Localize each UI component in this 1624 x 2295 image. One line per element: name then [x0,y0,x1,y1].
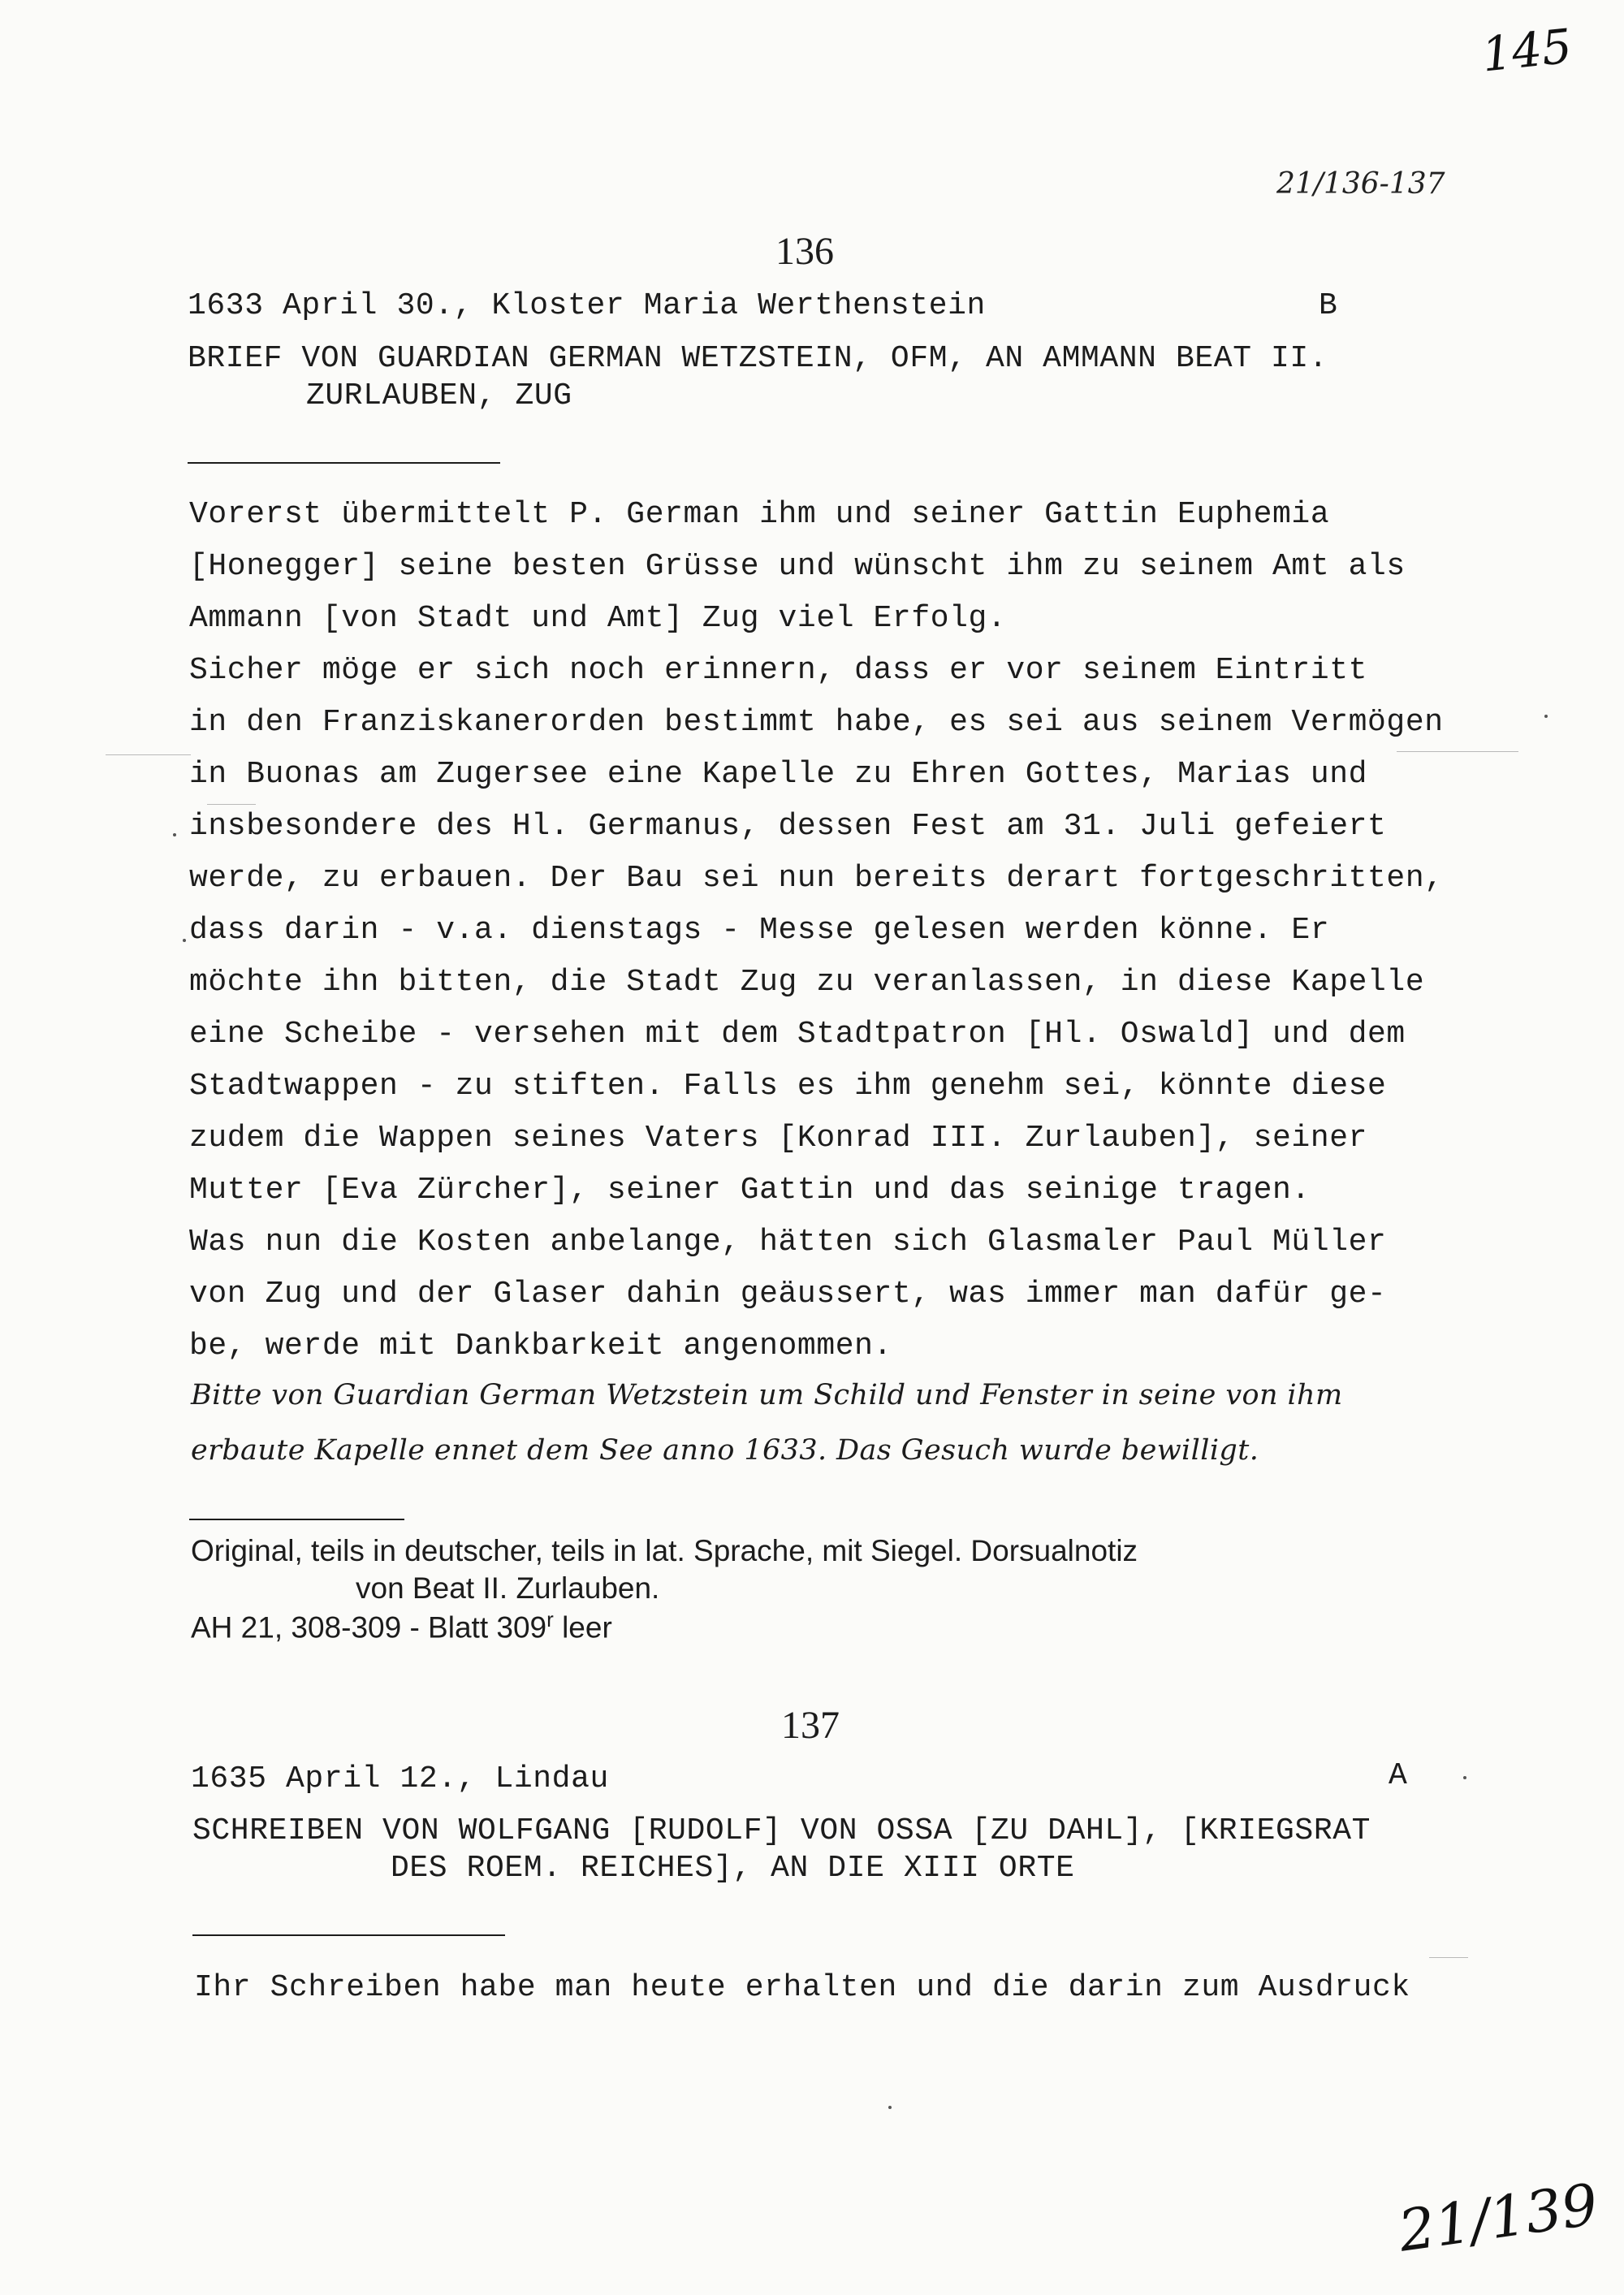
source-reference-suffix: leer [553,1610,612,1645]
scan-artifact [888,2106,892,2109]
scan-artifact [173,833,176,836]
bottom-handwritten-number: 21/139 [1394,2171,1602,2265]
entry-136-code: B [1319,288,1338,323]
body-line: dass darin - v.a. dienstags - Messe gelesen werden könne. Er [189,913,1330,948]
scan-artifact [1429,1957,1468,1958]
body-line: von Zug und der Glaser dahin geäussert, was immer man dafür ge- [189,1277,1387,1312]
scan-artifact [1397,751,1518,752]
body-line: Vorerst übermittelt P. German ihm und seiner Gattin Euphemia [189,497,1330,532]
scan-artifact [1544,715,1548,718]
scan-artifact [183,939,186,942]
entry-137-title-line-2: DES ROEM. REICHES], AN DIE XIII ORTE [391,1851,1075,1886]
scan-artifact [106,754,191,755]
entry-137-date-place: 1635 April 12., Lindau [191,1761,609,1796]
entry-136-source-line-2: von Beat II. Zurlauben. [356,1571,660,1605]
body-line: insbesondere des Hl. Germanus, dessen Fest am 31. Juli gefeiert [189,809,1387,844]
body-line: möchte ihn bitten, die Stadt Zug zu veranlassen, in diese Kapelle [189,965,1425,1000]
folio-number: 145 [1479,18,1574,83]
body-line: zudem die Wappen seines Vaters [Konrad III. Zurlauben], seiner [189,1121,1368,1156]
body-line: in den Franziskanerorden bestimmt habe, es sei aus seinem Vermögen [189,705,1444,740]
body-line: in Buonas am Zugersee eine Kapelle zu Ehren Gottes, Marias und [189,757,1368,792]
entry-137-code: A [1389,1758,1408,1793]
entry-136-title-line-2: ZURLAUBEN, ZUG [306,378,572,413]
body-line: Was nun die Kosten anbelange, hätten sich Glasmaler Paul Müller [189,1225,1387,1260]
body-line: Mutter [Eva Zürcher], seiner Gattin und das seinige tragen. [189,1173,1311,1208]
body-line: Stadtwappen - zu stiften. Falls es ihm genehm sei, könnte diese [189,1069,1387,1104]
source-reference: AH 21, 308-309 - Blatt 309 [191,1610,547,1645]
entry-136-source-rule [189,1519,404,1520]
entry-136-source-line-1: Original, teils in deutscher, teils in lat. Sprache, mit Siegel. Dorsualnotiz [191,1534,1138,1567]
body-line: eine Scheibe - versehen mit dem Stadtpatron [Hl. Oswald] und dem [189,1017,1406,1052]
reference-number: 21/136-137 [1276,167,1445,201]
body-line: werde, zu erbauen. Der Bau sei nun bereits derart fortgeschritten, [189,861,1444,896]
body-line: Sicher möge er sich noch erinnern, dass er vor seinem Eintritt [189,653,1368,688]
entry-136-title-line-1: BRIEF VON GUARDIAN GERMAN WETZSTEIN, OFM, AN AMMANN BEAT II. [188,341,1328,376]
entry-137-body-line-1: Ihr Schreiben habe man heute erhalten und die darin zum Ausdruck [194,1970,1410,2005]
body-line: be, werde mit Dankbarkeit angenommen. [189,1329,892,1364]
entry-136-source-line-3 [191,1607,612,1645]
entry-137-title-rule [192,1934,505,1936]
entry-136-number: 136 [775,230,834,273]
recto-superscript: r [546,1607,554,1632]
scan-artifact [207,804,256,805]
entry-137-number: 137 [781,1704,840,1747]
entry-136-date-place: 1633 April 30., Kloster Maria Werthenstein [188,288,986,323]
entry-136-archival-note-line-1: Bitte von Guardian German Wetzstein um Schild und Fenster in seine von ihm [191,1379,1343,1411]
entry-136-title-rule [188,462,500,464]
entry-136-archival-note-line-2: erbaute Kapelle ennet dem See anno 1633. Das Gesuch wurde bewilligt. [191,1434,1259,1467]
body-line: Ammann [von Stadt und Amt] Zug viel Erfolg. [189,601,1007,636]
entry-137-title-line-1: SCHREIBEN VON WOLFGANG [RUDOLF] VON OSSA [ZU DAHL], [KRIEGSRAT [192,1813,1371,1848]
body-line: [Honegger] seine besten Grüsse und wünscht ihm zu seinem Amt als [189,549,1406,584]
scan-artifact [1463,1776,1466,1779]
